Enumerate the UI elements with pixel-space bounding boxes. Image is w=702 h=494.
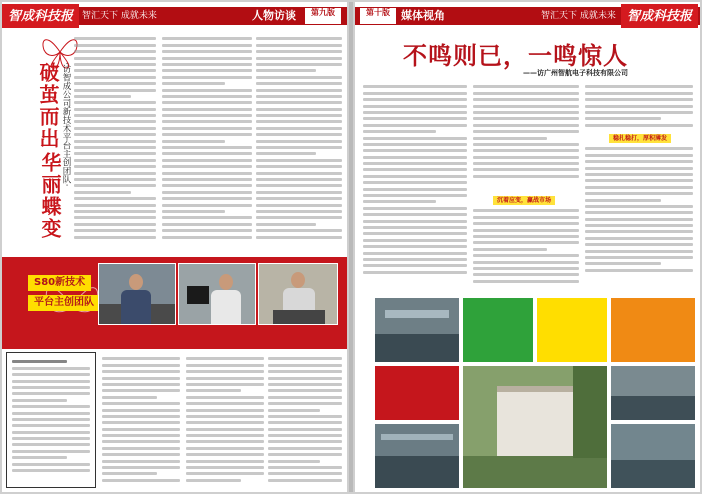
text-column-r4 (585, 82, 693, 132)
text-column-3 (256, 34, 342, 252)
byline: ——访广州智航电子科技有限公司 (523, 69, 628, 77)
photo-office-4 (611, 424, 695, 488)
photo-engineer-3 (258, 263, 338, 325)
photo-engineer-2 (178, 263, 256, 325)
left-page (2, 2, 347, 492)
photo-engineer-1 (98, 263, 176, 325)
photo-office-2 (611, 366, 695, 420)
header-slogan: 智汇天下 成就未来 (82, 11, 157, 21)
photo-building (463, 366, 607, 488)
brand-logo: 智成科技报 (2, 4, 79, 28)
section-title: 媒体视角 (401, 9, 445, 22)
brand-logo: 智成科技报 (621, 4, 698, 28)
banner-line-2: 平台主创团队 (28, 295, 100, 311)
text-column-5 (186, 354, 264, 488)
section-title: 人物访谈 (252, 9, 296, 22)
photo-office-1 (375, 298, 459, 362)
sidebar-box (6, 352, 96, 488)
text-column-r5 (585, 144, 693, 292)
text-column-2 (162, 34, 252, 252)
headline-part1: 破茧而出 (36, 62, 60, 150)
page-number: 第十版 (359, 7, 397, 25)
headline: 不鸣则已，一鸣惊人 (403, 42, 628, 70)
team-banner (2, 257, 347, 349)
red-block (375, 366, 459, 420)
gutter (349, 2, 353, 492)
text-column-6 (268, 354, 342, 488)
text-column-1 (74, 34, 156, 252)
section-tag-2: 稳扎稳打，厚积薄发 (609, 134, 671, 143)
text-column-r1 (363, 82, 467, 292)
orange-block-top (611, 298, 695, 362)
section-tag-1: 沉着应变，赢战市场 (493, 196, 555, 205)
green-block (463, 298, 533, 362)
text-column-r3 (473, 206, 579, 292)
headline-part2: 华丽蝶变 (38, 152, 62, 240)
banner-line-1: S80新技术 (28, 275, 91, 291)
yellow-block (537, 298, 607, 362)
page-number: 第九版 (304, 7, 342, 25)
photo-office-3 (375, 424, 459, 488)
text-column-r2 (473, 82, 579, 192)
text-column-4 (102, 354, 180, 488)
header-slogan: 智汇天下 成就未来 (541, 11, 616, 21)
right-header (355, 2, 700, 30)
right-page (355, 2, 700, 492)
headline-subtitle: ·访智成公司新技术平台主创团队· (61, 62, 71, 187)
left-header (2, 2, 347, 30)
